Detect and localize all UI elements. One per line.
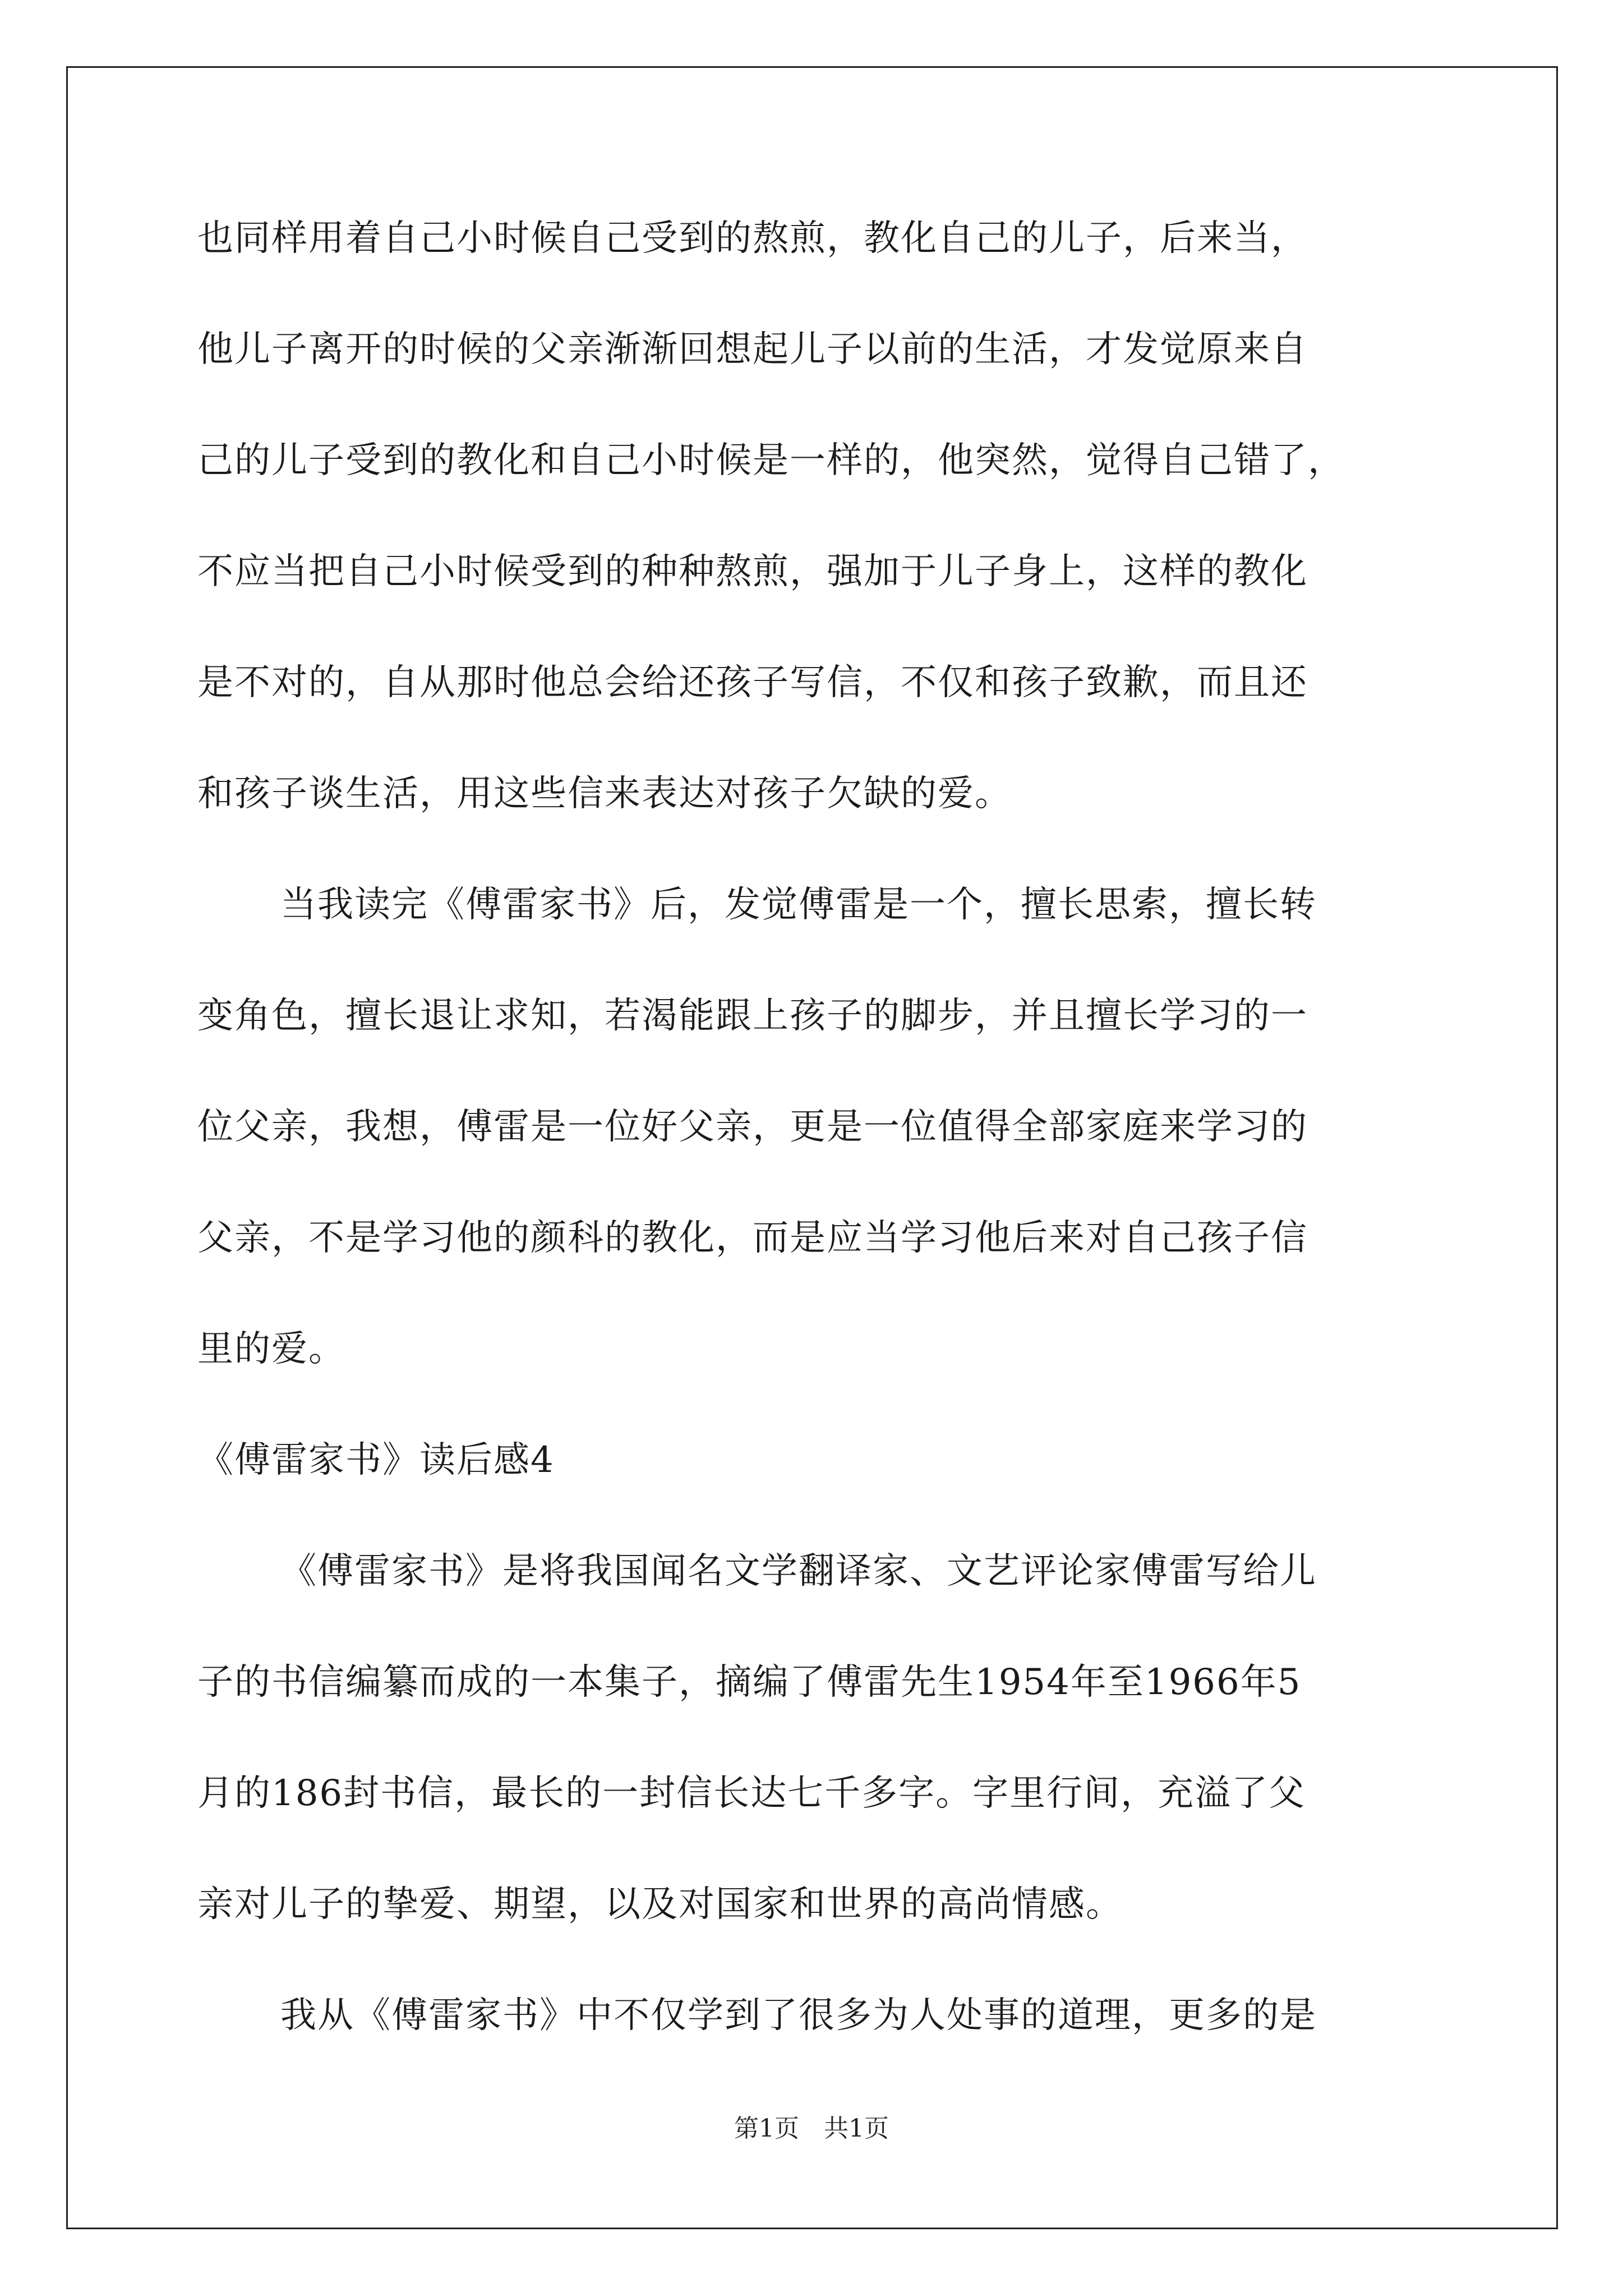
paragraph-first-line: 我从《傅雷家书》中不仅学到了很多为人处事的道理，更多的是 (280, 1995, 1317, 2036)
body-line: 子的书信编纂而成的一本集子，摘编了傅雷先生1954年至1966年5 (197, 1662, 1302, 1703)
body-line: 变角色，擅长退让求知，若渴能跟上孩子的脚步，并且擅长学习的一 (197, 995, 1308, 1037)
body-line: 是不对的，自从那时他总会给还孩子写信，不仅和孩子致歉，而且还 (197, 662, 1308, 703)
body-line: 和孩子谈生活，用这些信来表达对孩子欠缺的爱。 (197, 773, 1012, 815)
body-line: 位父亲，我想，傅雷是一位好父亲，更是一位值得全部家庭来学习的 (197, 1106, 1308, 1148)
body-line: 父亲，不是学习他的颜科的教化，而是应当学习他后来对自己孩子信 (197, 1217, 1308, 1259)
body-line: 也同样用着自己小时候自己受到的熬煎，教化自己的儿子，后来当， (197, 218, 1308, 259)
body-line: 己的儿子受到的教化和自己小时候是一样的，他突然，觉得自己错了， (197, 440, 1345, 481)
section-heading: 《傅雷家书》读后感4 (197, 1439, 555, 1481)
paragraph-first-line: 当我读完《傅雷家书》后，发觉傅雷是一个，擅长思索，擅长转 (280, 884, 1317, 926)
body-line: 里的爱。 (197, 1328, 345, 1370)
body-line: 不应当把自己小时候受到的种种熬煎，强加于儿子身上，这样的教化 (197, 551, 1308, 592)
paragraph-first-line: 《傅雷家书》是将我国闻名文学翻译家、文艺评论家傅雷写给儿 (280, 1550, 1317, 1592)
page-footer: 第1页 共1页 (734, 2114, 889, 2143)
body-line: 月的186封书信，最长的一封信长达七千多字。字里行间，充溢了父 (197, 1773, 1306, 1814)
body-line: 他儿子离开的时候的父亲渐渐回想起儿子以前的生活，才发觉原来自 (197, 329, 1308, 370)
body-line: 亲对儿子的挚爱、期望，以及对国家和世界的高尚情感。 (197, 1884, 1123, 1925)
